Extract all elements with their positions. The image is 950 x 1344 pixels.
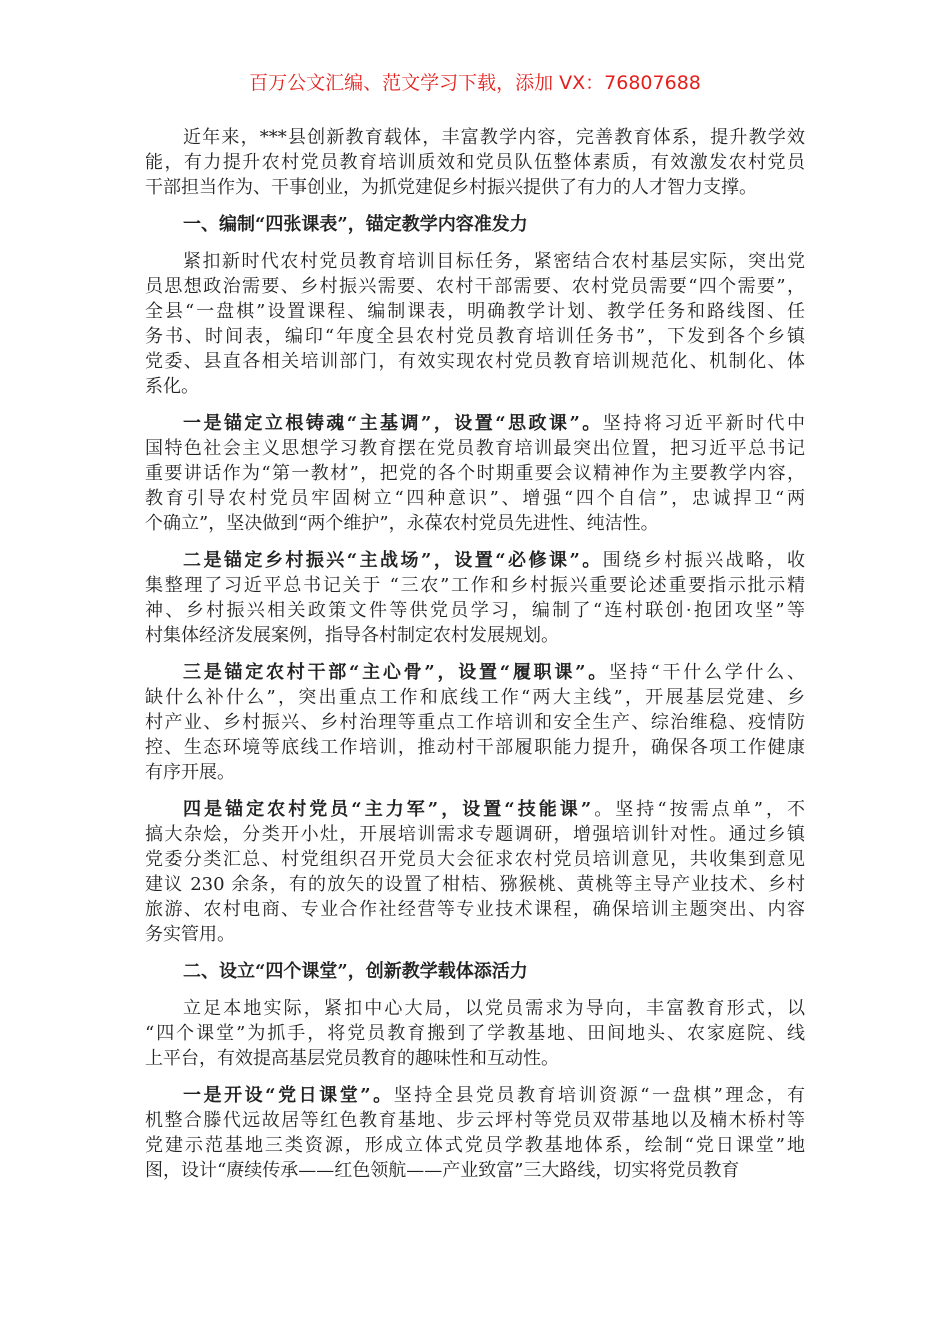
text-line: 四是锚定农村党员“主力军”，设置“技能课”。坚持“按需点单”，不 — [183, 799, 805, 820]
text-line: 全县“一盘棋”设置课程、编制课表，明确教学计划、教学任务和路线图、任 — [145, 301, 805, 322]
text-line: 务书、时间表，编印“年度全县农村党员教育培训任务书”，下发到各个乡镇 — [145, 326, 805, 347]
text-line: 上平台，有效提高基层党员教育的趣味性和互动性。 — [145, 1048, 559, 1069]
section-heading — [145, 959, 805, 984]
download-banner: 百万公文汇编、范文学习下载，添加 VX：76807688 — [249, 72, 701, 94]
text-line: 教育引导农村党员牢固树立“四种意识”、增强“四个自信”，忠诚捍卫“两 — [145, 488, 805, 509]
section-heading — [145, 212, 805, 237]
text-line: 重要讲话作为“第一教材”，把党的各个时期重要会议精神作为主要教学内容， — [145, 463, 805, 484]
bold-lead: 三是锚定农村干部“主心骨”，设置“履职课”。 — [183, 662, 610, 683]
bold-lead: 二是锚定乡村振兴“主战场”，设置“必修课”。 — [183, 550, 603, 571]
bold-lead: 一是锚定立根铸魂“主基调”，设置“思政课”。 — [183, 413, 603, 434]
text-line: 近年来，***县创新教育载体，丰富教学内容，完善教育体系，提升教学效 — [183, 127, 805, 148]
bold-lead: 一是开设“党日课堂”。 — [183, 1085, 394, 1106]
text-line: 立足本地实际，紧扣中心大局，以党员需求为导向，丰富教育形式，以 — [183, 998, 805, 1019]
paragraph — [145, 249, 805, 399]
paragraph — [145, 660, 805, 785]
text-line: 紧扣新时代农村党员教育培训目标任务，紧密结合农村基层实际，突出党 — [183, 251, 805, 272]
text-line: 党委、县直各相关培训部门，有效实现农村党员教育培训规范化、机制化、体 — [145, 351, 805, 372]
text-line: “四个课堂”为抓手，将党员教育搬到了学教基地、田间地头、农家庭院、线 — [145, 1023, 805, 1044]
text-line: 三是锚定农村干部“主心骨”，设置“履职课”。坚持“干什么学什么、 — [183, 662, 806, 683]
text-line: 一是开设“党日课堂”。坚持全县党员教育培训资源“一盘棋”理念，有 — [183, 1085, 805, 1106]
paragraph — [145, 125, 805, 200]
text-line: 一、编制“四张课表”，锚定教学内容准发力 — [183, 214, 528, 235]
text-line: 控、生态环境等底线工作培训，推动村干部履职能力提升，确保各项工作健康 — [145, 737, 805, 758]
text-line: 旅游、农村电商、专业合作社经营等专业技术课程，确保培训主题突出、内容 — [145, 899, 805, 920]
paragraph — [145, 548, 805, 648]
text-line: 图，设计“赓续传承——红色领航——产业致富”三大路线，切实将党员教育 — [145, 1160, 740, 1181]
paragraph — [145, 411, 805, 536]
text-line: 缺什么补什么”，突出重点工作和底线工作“两大主线”，开展基层党建、乡 — [145, 687, 805, 708]
paragraph — [145, 797, 805, 947]
text-line: 搞大杂烩，分类开小灶，开展培训需求专题调研，增强培训针对性。通过乡镇 — [145, 824, 805, 845]
paragraph — [145, 996, 805, 1071]
text-line: 有序开展。 — [145, 762, 235, 783]
text-line: 村产业、乡村振兴、乡村治理等重点工作培训和安全生产、综治维稳、疫情防 — [145, 712, 805, 733]
text-line: 集整理了习近平总书记关于 “三农”工作和乡村振兴重要论述重要指示批示精 — [145, 575, 805, 596]
text-line: 能，有力提升农村党员教育培训质效和党员队伍整体素质，有效激发农村党员 — [145, 152, 805, 173]
text-line: 二、设立“四个课堂”，创新教学载体添活力 — [183, 961, 528, 982]
bold-lead: 四是锚定农村党员“主力军”，设置“技能课” — [183, 799, 592, 820]
text-line: 党建示范基地三类资源，形成立体式党员学教基地体系，绘制“党日课堂”地 — [145, 1135, 805, 1156]
text-line: 务实管用。 — [145, 924, 235, 945]
text-line: 系化。 — [145, 376, 199, 397]
text-line: 神、乡村振兴相关政策文件等供党员学习，编制了“连村联创·抱团攻坚”等 — [145, 600, 805, 621]
text-line: 二是锚定乡村振兴“主战场”，设置“必修课”。围绕乡村振兴战略，收 — [183, 550, 805, 571]
text-line: 党委分类汇总、村党组织召开党员大会征求农村党员培训意见，共收集到意见 — [145, 849, 805, 870]
text-line: 个确立”，坚决做到“两个维护”，永葆农村党员先进性、纯洁性。 — [145, 513, 659, 534]
text-line: 建议 230 余条，有的放矢的设置了柑桔、猕猴桃、黄桃等主导产业技术、乡村 — [145, 874, 805, 895]
text-line: 国特色社会主义思想学习教育摆在党员教育培训最突出位置，把习近平总书记 — [145, 438, 805, 459]
text-line: 一是锚定立根铸魂“主基调”，设置“思政课”。坚持将习近平新时代中 — [183, 413, 805, 434]
text-line: 机整合滕代远故居等红色教育基地、步云坪村等党员双带基地以及楠木桥村等 — [145, 1110, 805, 1131]
document-body — [145, 125, 805, 1195]
text-line: 员思想政治需要、乡村振兴需要、农村干部需要、农村党员需要“四个需要”， — [145, 276, 805, 297]
text-line: 干部担当作为、干事创业，为抓党建促乡村振兴提供了有力的人才智力支撑。 — [145, 177, 757, 198]
paragraph — [145, 1083, 805, 1183]
text-line: 村集体经济发展案例，指导各村制定农村发展规划。 — [145, 625, 559, 646]
